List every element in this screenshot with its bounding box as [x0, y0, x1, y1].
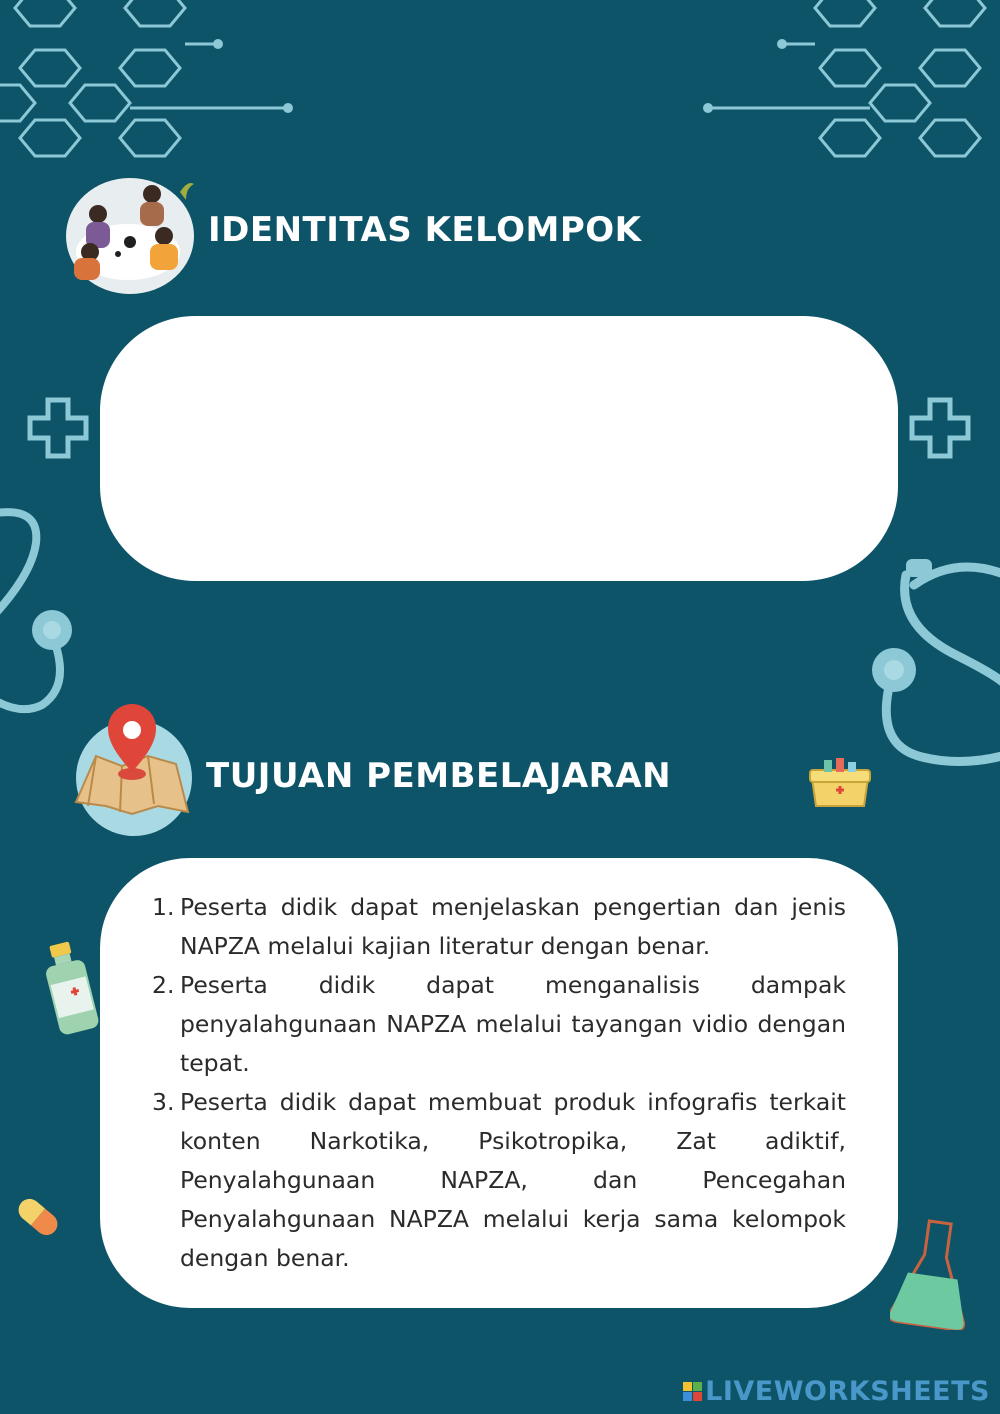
medicine-bottle-icon	[40, 940, 104, 1036]
hexagon-pattern-top-right	[700, 0, 1000, 175]
plus-cross-icon-right	[908, 396, 972, 460]
goal-number: 1.	[152, 893, 175, 921]
goal-item	[152, 966, 846, 1083]
hexagon-pattern-top-left	[0, 0, 300, 175]
identity-section-title: IDENTITAS KELOMPOK	[208, 210, 642, 250]
group-discussion-icon	[60, 172, 200, 297]
lab-flask-icon	[890, 1218, 976, 1330]
goal-number: 2.	[152, 971, 175, 999]
goal-number: 3.	[152, 1088, 175, 1116]
liveworksheets-logo-icon	[683, 1382, 702, 1401]
stethoscope-icon-right	[860, 545, 1000, 785]
goal-text: Peserta didik dapat menganalisis dampak penyalahgunaan NAPZA melalui tayangan vidio dengan tepat.	[180, 971, 846, 1077]
map-location-pin-icon	[70, 700, 200, 840]
goals-section-title: TUJUAN PEMBELAJARAN	[206, 756, 672, 796]
first-aid-box-icon	[806, 756, 874, 810]
watermark-text: LIVEWORKSHEETS	[705, 1376, 990, 1407]
goal-text: Peserta didik dapat membuat produk infografis terkait konten Narkotika, Psikotropika, Zat adiktif, Penyalahgunaan NAPZA, dan Pencegahan Penyalahgunaan NAPZA melalui kerja sama kelompok dengan benar.	[180, 1088, 846, 1272]
stethoscope-icon-left	[0, 505, 80, 720]
goals-list	[152, 888, 846, 1278]
plus-cross-icon-left	[26, 396, 90, 460]
pill-capsule-icon	[12, 1192, 64, 1242]
identity-input-card[interactable]	[100, 316, 898, 581]
goal-text: Peserta didik dapat menjelaskan pengertian dan jenis NAPZA melalui kajian literatur dengan benar.	[180, 893, 846, 960]
goal-item	[152, 888, 846, 966]
liveworksheets-watermark	[683, 1376, 990, 1407]
goal-item	[152, 1083, 846, 1278]
